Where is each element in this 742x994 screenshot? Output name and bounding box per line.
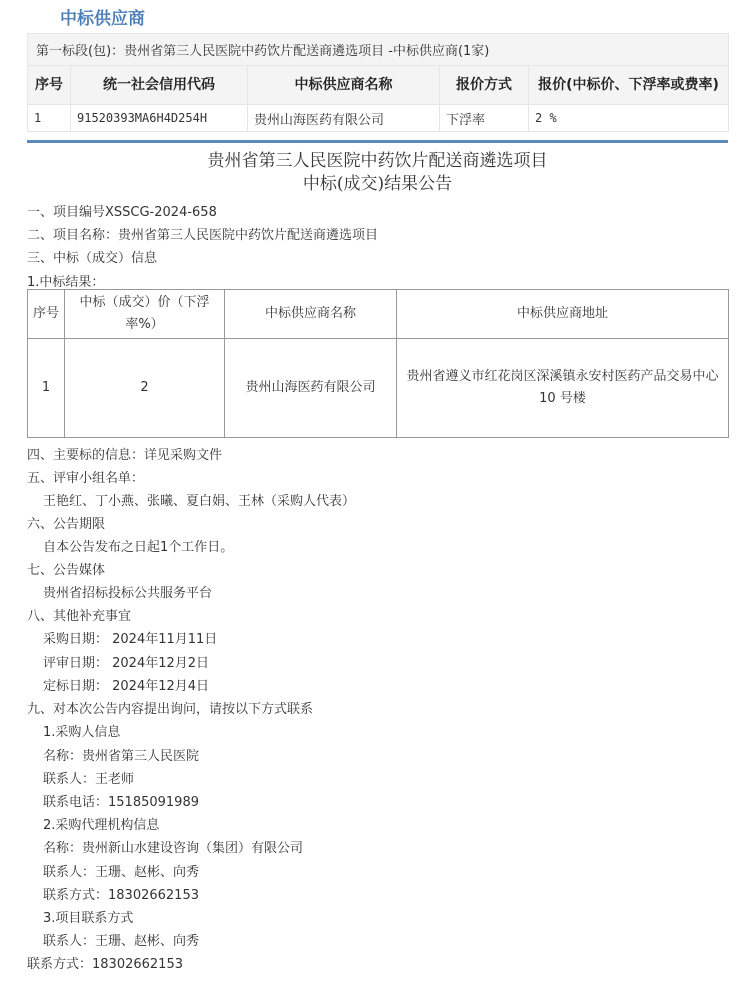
award-result-heading: 1.中标结果：: [27, 275, 105, 290]
award-price: 2: [65, 339, 225, 438]
notice-media-text: 贵州省招标投标公共服务平台: [43, 586, 213, 601]
buyer-info-heading: 1.采购人信息: [43, 725, 121, 740]
credit-code: 91520393MA6H4D254H: [71, 105, 248, 132]
contact-heading: 九、对本次公告内容提出询问，请按以下方式联系: [27, 702, 314, 717]
buyer-contact: 联系人：王老师: [43, 772, 135, 787]
notice-title-line2: 中标(成交)结果公告: [302, 174, 453, 194]
project-name: 二、项目名称：贵州省第三人民医院中药饮片配送商遴选项目: [27, 228, 379, 243]
supplier-address: 贵州省遵义市红花岗区深溪镇永安村医药产品交易中心10 号楼: [397, 339, 729, 438]
main-subject-info: 四、主要标的信息：详见采购文件: [27, 448, 223, 463]
table-row: [28, 105, 729, 132]
winning-supplier-table: [27, 33, 729, 132]
column-header: 统一社会信用代码: [71, 66, 248, 105]
award-date: 定标日期： 2024年12月4日: [43, 679, 210, 694]
review-panel-names: 王艳红、丁小燕、张曦、夏白娟、王林（采购人代表）: [43, 494, 356, 509]
notice-title: [27, 150, 728, 196]
agent-info-heading: 2.采购代理机构信息: [43, 818, 160, 833]
column-header: 中标供应商名称: [225, 290, 397, 339]
lot-caption: 第一标段(包)：贵州省第三人民医院中药饮片配送商遴选项目 -中标供应商(1家): [28, 34, 729, 66]
column-header: 报价(中标价、下浮率或费率): [529, 66, 729, 105]
project-contact: 联系人：王珊、赵彬、向秀: [43, 934, 200, 949]
notice-media-heading: 七、公告媒体: [27, 563, 106, 578]
review-date: 评审日期： 2024年12月2日: [43, 656, 210, 671]
project-phone: 联系方式：18302662153: [27, 957, 183, 972]
project-contact-heading: 3.项目联系方式: [43, 911, 134, 926]
column-header: 序号: [28, 290, 65, 339]
review-panel-heading: 五、评审小组名单：: [27, 471, 145, 486]
divider: [27, 140, 728, 143]
notice-period-text: 自本公告发布之日起1个工作日。: [43, 540, 234, 555]
buyer-name: 名称：贵州省第三人民医院: [43, 749, 200, 764]
award-info-heading: 三、中标（成交）信息: [27, 251, 158, 266]
supplementary-heading: 八、其他补充事宜: [27, 609, 132, 624]
column-header: 中标供应商名称: [248, 66, 440, 105]
table-row: [28, 339, 729, 438]
notice-period-heading: 六、公告期限: [27, 517, 106, 532]
column-header: 序号: [28, 66, 71, 105]
purchase-date: 采购日期： 2024年11月11日: [43, 632, 218, 647]
row-index: 1: [28, 339, 65, 438]
notice-title-line1: 贵州省第三人民医院中药饮片配送商遴选项目: [207, 151, 548, 171]
column-header: 报价方式: [440, 66, 529, 105]
project-number: 一、项目编号XSSCG-2024-658: [27, 205, 217, 220]
column-header: 中标（成交）价（下浮率%）: [65, 290, 225, 339]
buyer-phone: 联系电话：15185091989: [43, 795, 199, 810]
section-heading: 中标供应商: [60, 9, 145, 29]
row-index: 1: [28, 105, 71, 132]
award-result-table: [27, 289, 729, 438]
agent-name: 名称：贵州新山水建设咨询（集团）有限公司: [43, 841, 304, 856]
quote-price: 2 %: [529, 105, 729, 132]
supplier-name: 贵州山海医药有限公司: [225, 339, 397, 438]
quote-method: 下浮率: [440, 105, 529, 132]
column-header: 中标供应商地址: [397, 290, 729, 339]
supplier-name: 贵州山海医药有限公司: [248, 105, 440, 132]
agent-contact: 联系人：王珊、赵彬、向秀: [43, 865, 200, 880]
agent-phone: 联系方式：18302662153: [43, 888, 199, 903]
